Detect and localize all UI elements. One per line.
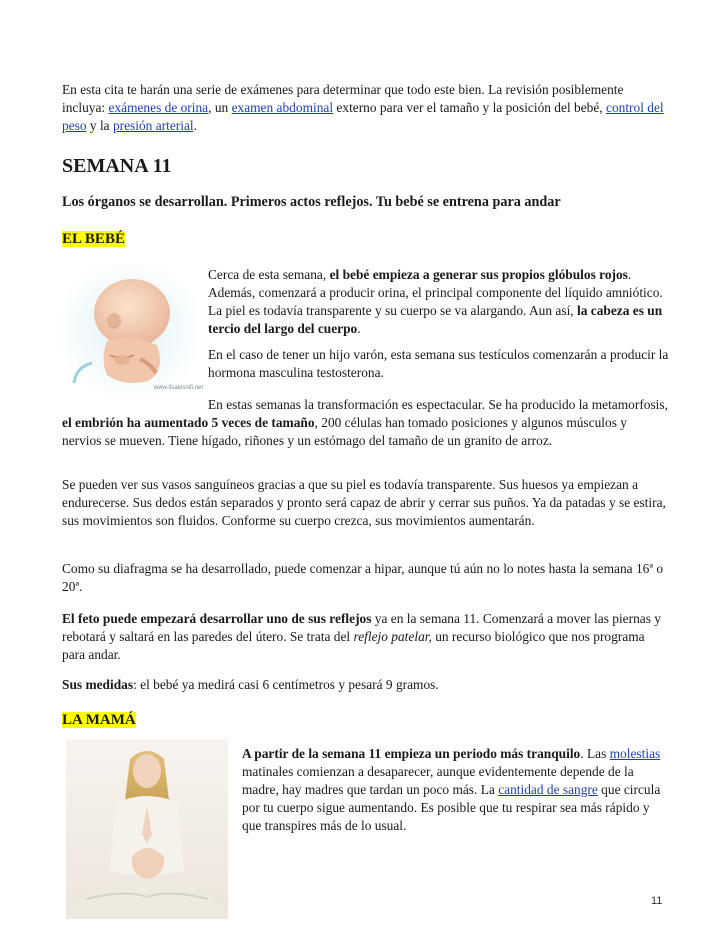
mom-section-heading: LA MAMÁ [62,712,136,728]
link-molestias[interactable]: molestias [609,746,661,761]
baby-paragraph-7: Sus medidas: el bebé ya medirá casi 6 centímetros y pesará 9 gramos. [62,677,439,692]
link-presion-arterial[interactable]: presión arterial [112,118,194,133]
baby-section-heading: EL BEBÉ [62,231,125,247]
fetus-illustration [62,263,204,396]
link-examenes-de-orina[interactable]: exámenes de orina [108,100,209,115]
link-examen-abdominal[interactable]: examen abdominal [231,100,334,115]
baby-paragraph-6: El feto puede empezará desarrollar uno de sus reflejos ya en la semana 11. Comenzará a mover las piernas y rebotará y saltará en las paredes del útero. Se trata del reflejo patelar, un recurso biológico que nos programa para andar. [62,611,661,662]
baby-paragraph-2: En el caso de tener un hijo varón, esta semana sus testículos comenzarán a producir la hormona masculina testosterona. [208,347,669,380]
baby-paragraph-3: En estas semanas la transformación es espectacular. Se ha producido la metamorfosis, el embrión ha aumentado 5 veces de tamaño, 200 células han tomado posiciones y algunos músculos y nervios se mueven. Tiene hígado, riñones y un estómago del tamaño de un granito de arroz. [62,397,668,448]
week-heading: SEMANA 11 [62,155,172,177]
week-subtitle: Los órganos se desarrollan. Primeros actos reflejos. Tu bebé se entrena para andar [62,194,561,210]
baby-paragraph-4: Se pueden ver sus vasos sanguíneos gracias a que su piel es todavía transparente. Sus huesos ya empiezan a endurecerse. Sus dedos están separados y pronto será capaz de abrir y cerrar sus puños. Ya da patadas y se estira, sus movimientos son fluidos. Conforme su cuerpo crezca, sus movimientos aumentarán. [62,477,666,528]
mom-paragraph-1: A partir de la semana 11 empieza un periodo más tranquilo. Las molestias matinales comienzan a desaparecer, aunque evidentemente depende de la madre, hay madres que tardan un poco más. La cantidad de sangre que circula por tu cuerpo sigue aumentando. Es posible que tu respirar sea más rápido y que transpires más de lo usual. [242,746,661,833]
link-cantidad-de-sangre[interactable]: cantidad de sangre [498,782,598,797]
image-watermark: www.itsalosnifi.net [154,385,204,391]
pregnant-woman-yoga-photo [66,739,228,919]
page-number: 11 [651,895,663,907]
link-control-del-peso[interactable]: control del peso [62,100,664,133]
intro-paragraph: En esta cita te harán una serie de exámenes para determinar que todo este bien. La revisión posiblemente incluya: exámenes de orina, un examen abdominal externo para ver el tamaño y la posición del bebé, control del peso y la presión arterial. [62,82,664,133]
baby-paragraph-5: Como su diafragma se ha desarrollado, puede comenzar a hipar, aunque tú aún no lo notes hasta la semana 16ª o 20ª. [62,561,664,594]
baby-paragraph-1: Cerca de esta semana, el bebé empieza a generar sus propios glóbulos rojos. Además, comenzará a producir orina, el principal componente del líquido amniótico. La piel es todavía transparente y su cuerpo se va alargando. Aun así, la cabeza es un tercio del largo del cuerpo. [208,267,663,336]
